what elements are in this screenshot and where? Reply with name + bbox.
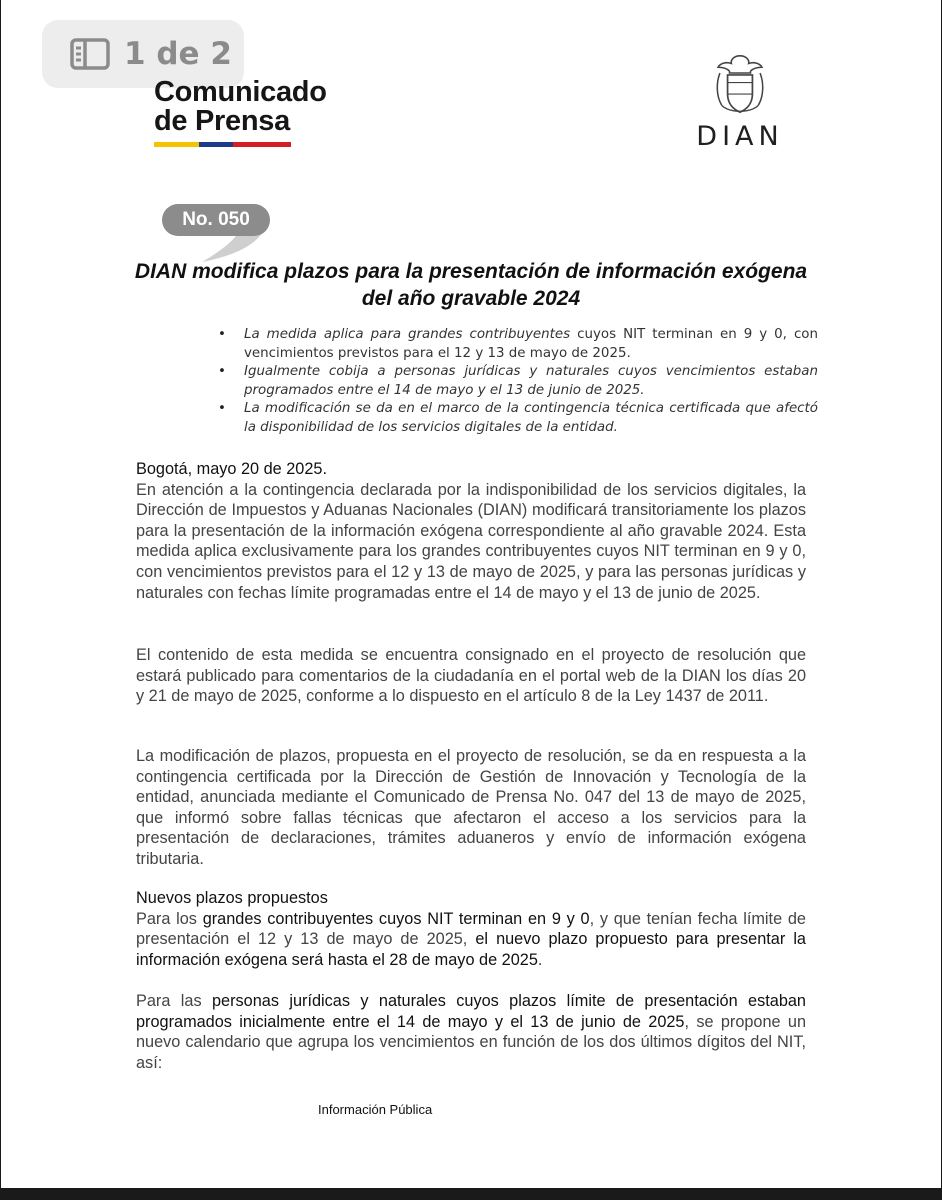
paragraph-2: El contenido de esta medida se encuentra consignado en el proyecto de resolución que estará publicado para comentarios de la ciudadanía en el portal web de la DIAN los días 20 y 21 de mayo de 2025, conforme a lo dispuesto en el artículo 8 de la Ley 1437 de 2011. xyxy=(136,646,806,706)
brand-line-1: Comunicado xyxy=(154,76,327,108)
release-number-badge xyxy=(162,204,272,264)
summary-bullet: • Igualmente cobija a personas jurídicas y naturales cuyos vencimientos estaban programados entre el 14 de mayo y el 13 de junio de 2025. xyxy=(218,363,818,400)
page-indicator-label: 1 de 2 xyxy=(124,36,232,72)
paragraph-5: Para las personas jurídicas y naturales cuyos plazos límite de presentación estaban programados inicialmente entre el 14 de mayo y el 13 de junio de 2025, se propone un nuevo calendario que agrupa los vencimientos en función de los dos últimos dígitos del NIT, así: xyxy=(136,992,807,1072)
body-block-1 xyxy=(136,459,806,603)
summary-bullet: • La modificación se da en el marco de la contingencia técnica certificada que afectó la disponibilidad de los servicios digitales de la entidad. xyxy=(218,400,818,437)
highlight-personas: personas jurídicas y naturales cuyos plazos límite de presentación estaban programados inicialmente entre el 14 de mayo y el 13 de junio de 2025 xyxy=(136,992,806,1031)
summary-bullets xyxy=(218,326,818,437)
release-number: No. 050 xyxy=(162,204,270,236)
dian-logo-text: DIAN xyxy=(696,121,784,152)
comunicado-brand xyxy=(154,78,327,147)
page-bottom-edge xyxy=(0,1188,942,1200)
summary-bullet: • La medida aplica para grandes contribuyentes cuyos NIT terminan en 9 y 0, con vencimientos previstos para el 12 y 13 de mayo de 2025. xyxy=(218,326,818,363)
subheading: Nuevos plazos propuestos xyxy=(136,889,328,907)
page-thumbnail-icon xyxy=(70,38,110,70)
footer-classification: Información Pública xyxy=(318,1102,433,1117)
paragraph-1: En atención a la contingencia declarada por la indisponibilidad de los servicios digitales, la Dirección de Impuestos y Aduanas Nacionales (DIAN) modificará transitoriamente los plazos para la presentación de la información exógena correspondiente al año gravable 2024. Esta medida aplica exclusivamente para los grandes contribuyentes cuyos NIT terminan en 9 y 0, con vencimientos previstos para el 12 y 13 de mayo de 2025, y para las personas jurídicas y naturales con fechas límite programadas entre el 14 de mayo y el 13 de junio de 2025. xyxy=(136,480,806,602)
dateline: Bogotá, mayo 20 de 2025. xyxy=(136,460,327,478)
brand-line-2: de Prensa xyxy=(154,105,290,137)
coat-of-arms-icon xyxy=(707,52,773,117)
body-block-4: Nuevos plazos propuestos Para los grandes contribuyentes cuyos NIT terminan en 9 y 0, y que tenían fecha límite de presentación el 12 y 13 de mayo de 2025, el nuevo plazo propuesto para presentar la información exógena será hasta el 28 de mayo de 2025. xyxy=(136,889,806,969)
highlight-grandes: grandes contribuyentes cuyos NIT terminan en 9 y 0 xyxy=(202,909,590,928)
paragraph-3: La modificación de plazos, propuesta en el proyecto de resolución, se da en respuesta a la contingencia certificada por la Dirección de Gestión de Innovación y Tecnología de la entidad, anunciada mediante el Comunicado de Prensa No. 047 del 13 de mayo de 2025, que informó sobre fallas técnicas que afectaron el acceso a los servicios para la presentación de declaraciones, trámites aduaneros y envío de información exógena tributaria. xyxy=(136,747,806,868)
dian-logo xyxy=(682,52,798,152)
press-release-title: DIAN modifica plazos para la presentación de información exógena del año gravable 2024 xyxy=(134,260,808,310)
colombia-flag-stripe xyxy=(154,142,291,147)
highlight-nuevo-plazo: el nuevo plazo propuesto para presentar la información exógena será hasta el 28 de mayo de 2025 xyxy=(136,930,806,969)
